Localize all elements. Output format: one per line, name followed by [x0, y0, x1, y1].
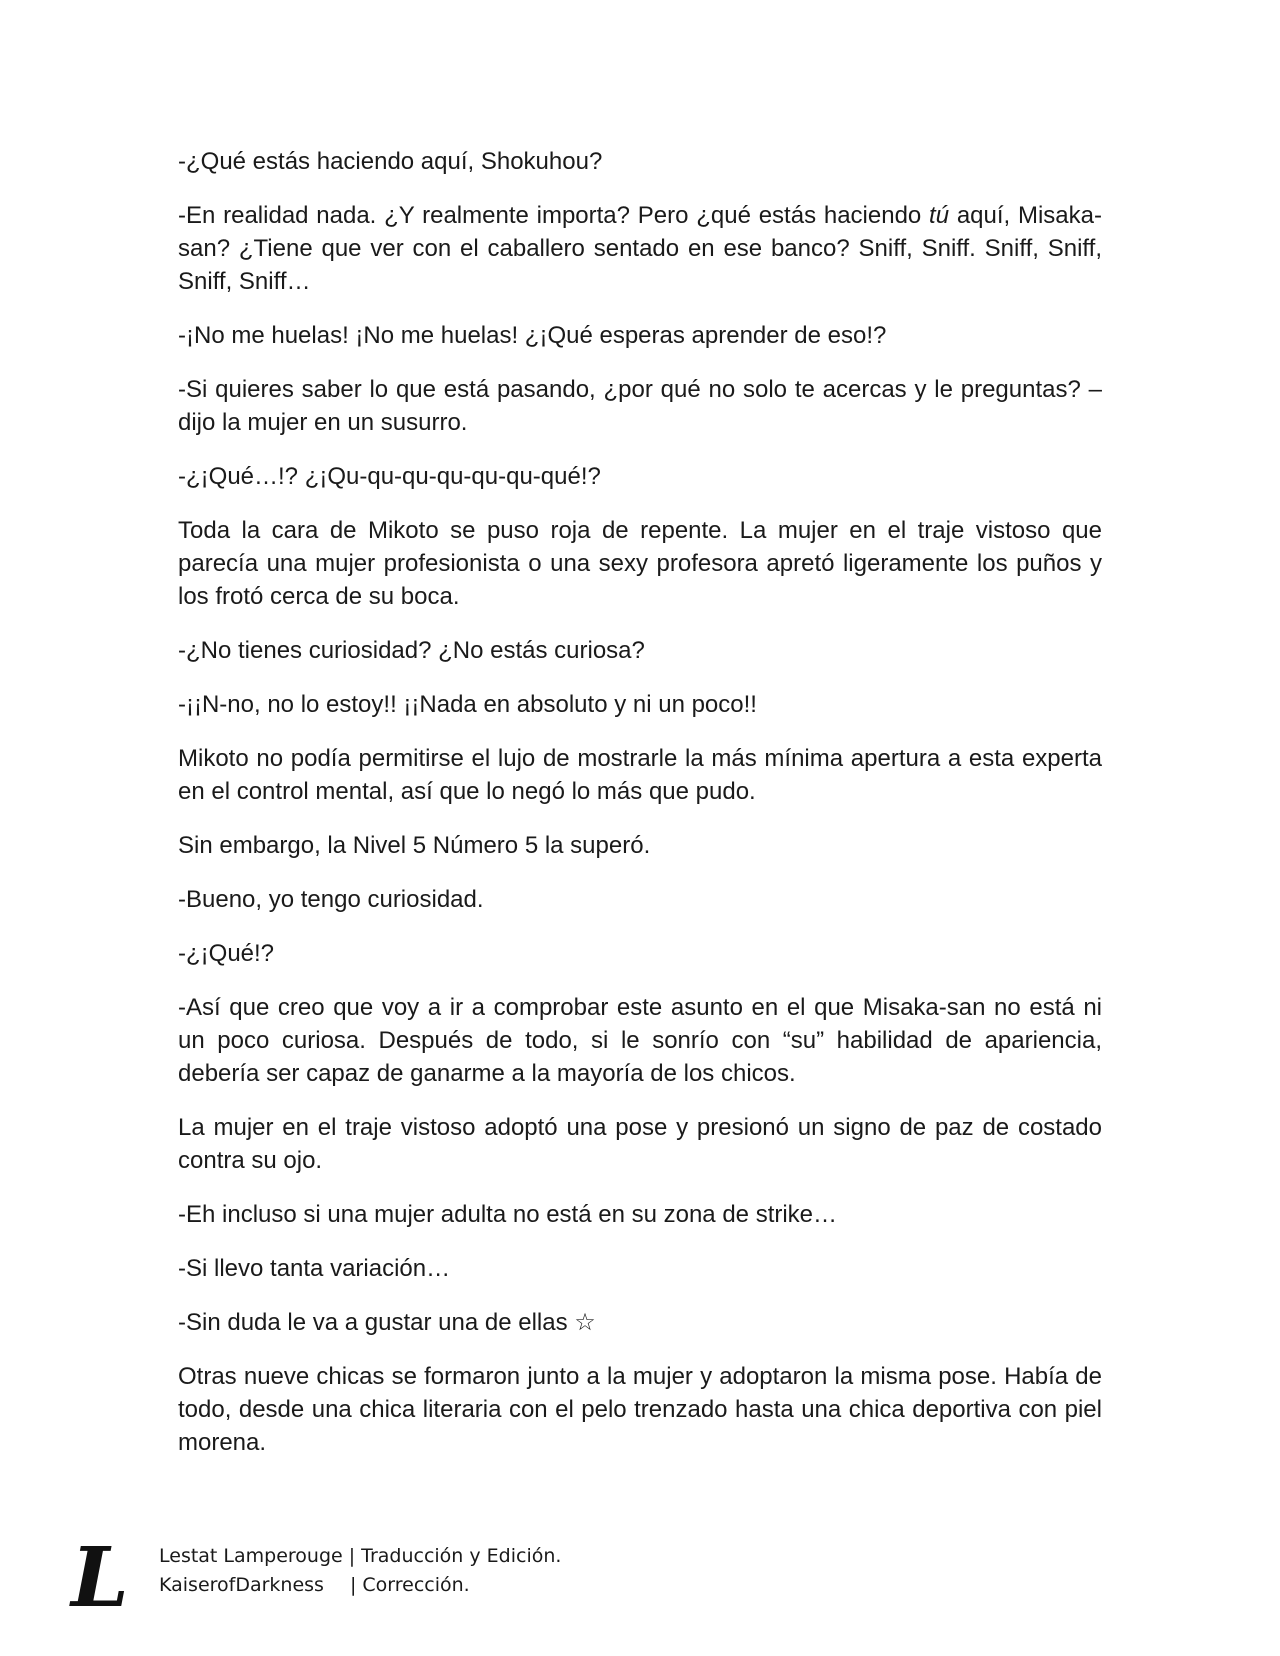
- paragraph-10: Sin embargo, la Nivel 5 Número 5 la superó.: [178, 832, 651, 859]
- paragraph-8: -¡¡N-no, no lo estoy!! ¡¡Nada en absoluto y ni un poco!!: [178, 691, 757, 718]
- gothic-l-logo-icon: L: [71, 1530, 127, 1626]
- paragraph-4: -Si quieres saber lo que está pasando, ¿por qué no solo te acercas y le preguntas? – dijo la mujer en un susurro.: [178, 376, 1102, 436]
- paragraph-3: -¡No me huelas! ¡No me huelas! ¿¡Qué esperas aprender de eso!?: [178, 322, 887, 349]
- paragraph-11: -Bueno, yo tengo curiosidad.: [178, 886, 484, 913]
- credit-line-correction: [159, 1571, 561, 1600]
- paragraph-5: -¿¡Qué…!? ¿¡Qu-qu-qu-qu-qu-qu-qué!?: [178, 463, 601, 490]
- credit-role: Traducción y Edición.: [361, 1545, 562, 1567]
- credit-separator: |: [349, 1574, 357, 1596]
- credit-separator: |: [348, 1545, 356, 1567]
- paragraph-15: -Eh incluso si una mujer adulta no está en su zona de strike…: [178, 1201, 838, 1228]
- paragraph-6: Toda la cara de Mikoto se puso roja de repente. La mujer en el traje vistoso que parecía una mujer profesionista o una sexy profesora apretó ligeramente los puños y los frotó cerca de su boca.: [178, 517, 1102, 610]
- credit-name: Lestat Lamperouge: [159, 1545, 343, 1567]
- paragraph-16: -Si llevo tanta variación…: [178, 1255, 451, 1282]
- credit-role: Corrección.: [362, 1574, 470, 1596]
- paragraph-12: -¿¡Qué!?: [178, 940, 275, 967]
- credits-block: [159, 1542, 561, 1600]
- page-footer: [64, 1530, 764, 1626]
- paragraph-14: La mujer en el traje vistoso adoptó una pose y presionó un signo de paz de costado contra su ojo.: [178, 1114, 1102, 1174]
- emphasis-text: tú: [929, 202, 950, 229]
- paragraph-2: -En realidad nada. ¿Y realmente importa? Pero ¿qué estás haciendo tú aquí, Misaka-san? ¿Tiene que ver con el caballero sentado en ese banco? Sniff, Sniff. Sniff, Sniff, Sniff, Sniff…: [178, 202, 1102, 295]
- paragraph-13: -Así que creo que voy a ir a comprobar este asunto en el que Misaka-san no está ni un poco curiosa. Después de todo, si le sonrío con “su” habilidad de apariencia, debería ser capaz de ganarme a la mayoría de los chicos.: [178, 994, 1102, 1087]
- document-body: [178, 145, 1102, 1480]
- paragraph-1: -¿Qué estás haciendo aquí, Shokuhou?: [178, 148, 603, 175]
- paragraph-9: Mikoto no podía permitirse el lujo de mostrarle la más mínima apertura a esta experta en el control mental, así que lo negó lo más que pudo.: [178, 745, 1102, 805]
- paragraph-18: Otras nueve chicas se formaron junto a la mujer y adoptaron la misma pose. Había de todo, desde una chica literaria con el pelo trenzado hasta una chica deportiva con piel morena.: [178, 1363, 1102, 1456]
- paragraph-17: -Sin duda le va a gustar una de ellas ☆: [178, 1309, 596, 1336]
- credit-name: KaiserofDarkness: [159, 1574, 324, 1596]
- paragraph-7: -¿No tienes curiosidad? ¿No estás curiosa?: [178, 637, 645, 664]
- credit-line-translation: [159, 1542, 561, 1571]
